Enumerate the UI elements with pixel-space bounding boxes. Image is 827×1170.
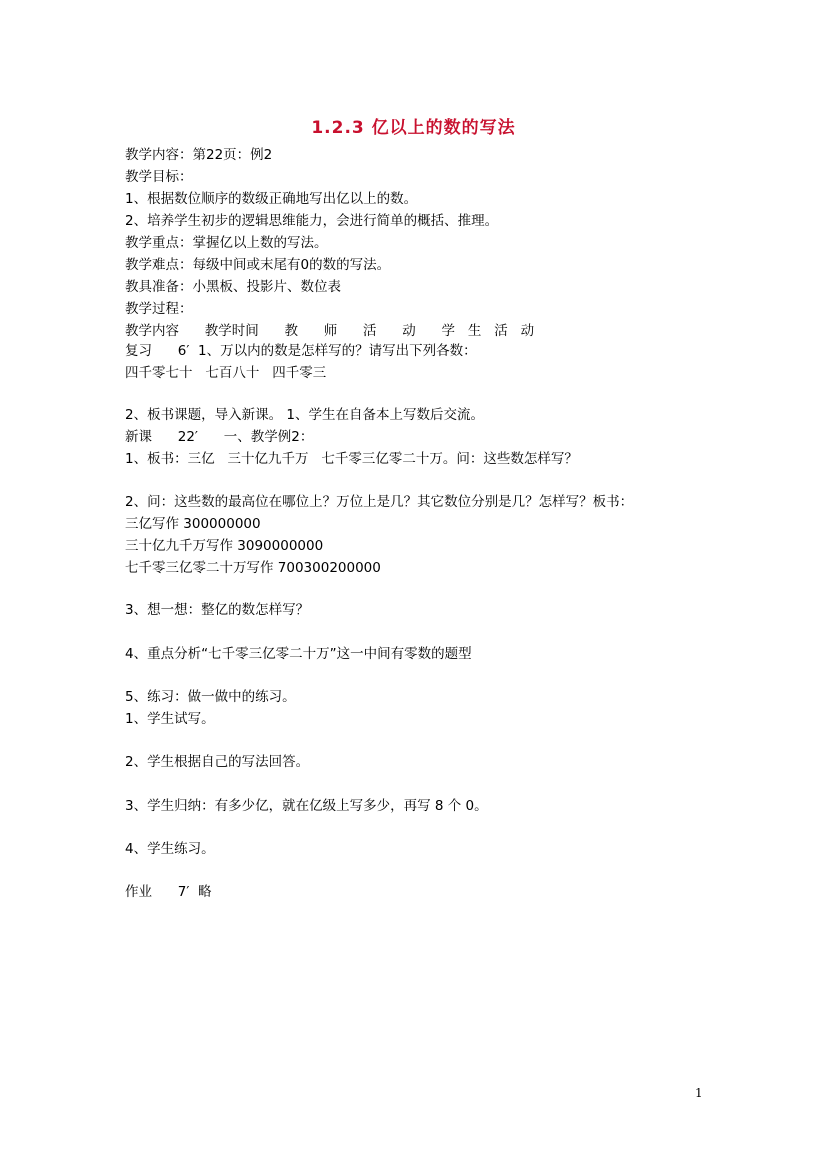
- text-line: 作业 7′ 略: [125, 884, 212, 900]
- text-line: 教学目标：: [125, 169, 193, 185]
- text-line: 3、学生归纳：有多少亿，就在亿级上写多少，再写 8 个 0。: [125, 798, 488, 814]
- text-line: 新课 22′ 一、教学例2：: [125, 429, 314, 445]
- text-line: 4、重点分析“七千零三亿零二十万”这一中间有零数的题型: [125, 646, 472, 662]
- text-line: 2、板书课题，导入新课。 1、学生在自备本上写数后交流。: [125, 407, 484, 423]
- text-line: 3、想一想：整亿的数怎样写？: [125, 602, 310, 618]
- text-line: 教学内容：第22页：例2: [125, 147, 273, 163]
- page-number: 1: [695, 1086, 703, 1100]
- text-line: 5、练习：做一做中的练习。: [125, 689, 296, 705]
- text-line: 教学难点：每级中间或末尾有0的数的写法。: [125, 257, 391, 273]
- text-line: 教学重点：掌握亿以上数的写法。: [125, 235, 328, 251]
- text-line: 七千零三亿零二十万写作 700300200000: [125, 560, 381, 576]
- text-line: 2、培养学生初步的逻辑思维能力，会进行简单的概括、推理。: [125, 213, 499, 229]
- text-line: 1、学生试写。: [125, 711, 215, 727]
- text-line: 2、问：这些数的最高位在哪位上？万位上是几？其它数位分别是几？怎样写？板书：: [125, 494, 634, 510]
- text-line: 1、板书：三亿 三十亿九千万 七千零三亿零二十万。问：这些数怎样写？: [125, 451, 578, 467]
- text-line: 4、学生练习。: [125, 841, 215, 857]
- text-line: 三亿写作 300000000: [125, 516, 261, 532]
- text-line: 2、学生根据自己的写法回答。: [125, 754, 310, 770]
- text-line: 三十亿九千万写作 3090000000: [125, 538, 324, 554]
- document-title: 1.2.3 亿以上的数的写法: [311, 118, 516, 138]
- text-line: 四千零七十 七百八十 四千零三: [125, 365, 327, 381]
- text-line: 教学过程：: [125, 301, 193, 317]
- text-line: 1、根据数位顺序的数级正确地写出亿以上的数。: [125, 191, 418, 207]
- text-line: 教具准备：小黑板、投影片、数位表: [125, 279, 341, 295]
- table-header-line: 教学内容 教学时间 教 师 活 动 学 生 活 动: [125, 323, 535, 339]
- text-line: 复习 6′ 1、万以内的数是怎样写的？请写出下列各数：: [125, 343, 477, 359]
